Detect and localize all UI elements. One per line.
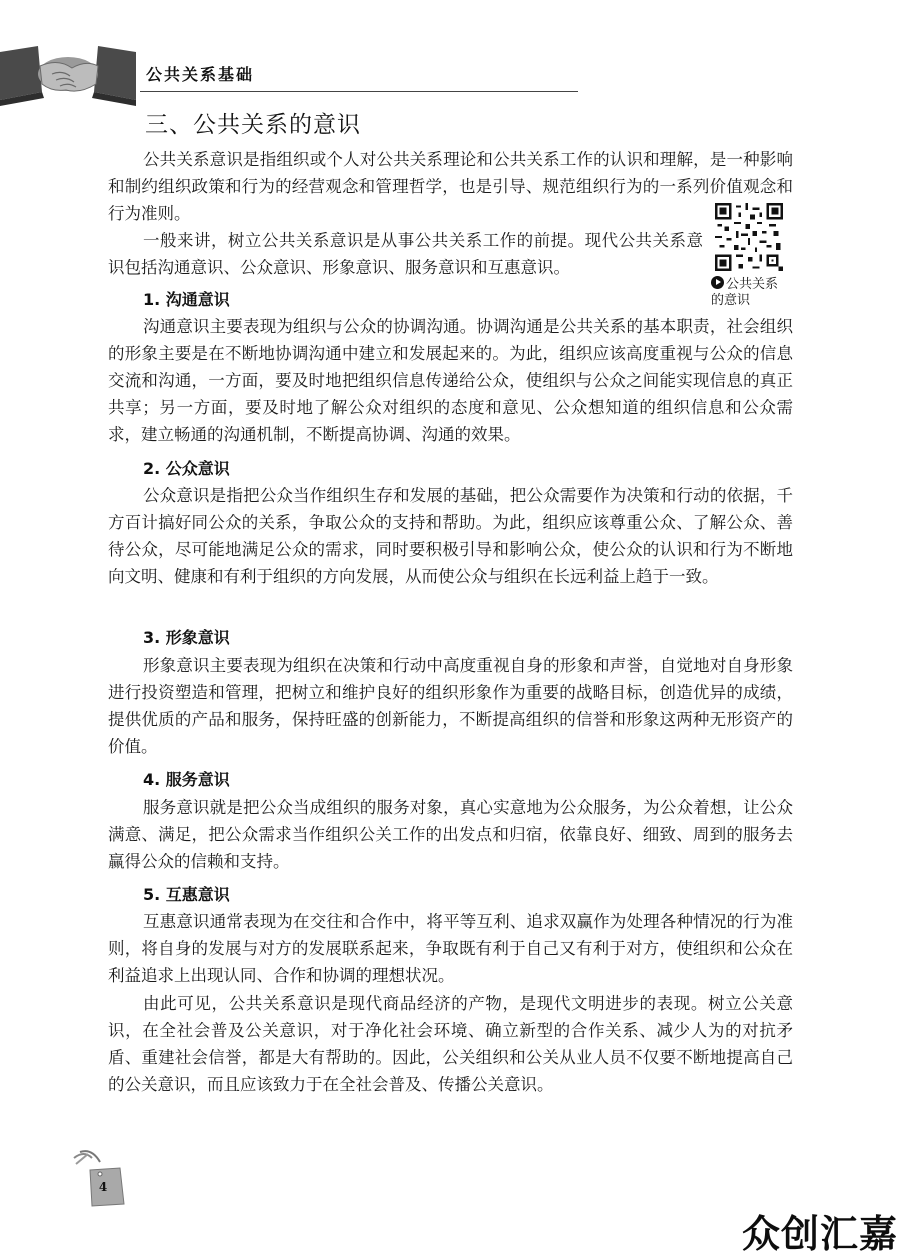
handshake-banner-icon [0,44,140,114]
qr-caption-line1: 公共关系 [726,277,779,292]
communication-paragraph: 沟通意识主要表现为组织与公众的协调沟通。协调沟通是公共关系的基本职责，社会组织的形象主要是在不断地协调沟通中建立和发展起来的。为此，组织应该高度重视与公众的信息交流和沟通，一方面，要及时地把组织信息传递给公众，使组织与公众之间能实现信息的真正共享；另一方面，要及时地了解公众对组织的态度和意见、公众想知道的组织信息和公众需求，建立畅通的沟通机制，不断提高协调、沟通的效果。 [108,317,793,444]
section-title: 三、公共关系的意识 [145,112,361,138]
subheading-public: 2. 公众意识 [143,459,230,478]
subheading-image: 3. 形象意识 [143,628,230,647]
public-paragraph: 公众意识是指把公众当作组织生存和发展的基础，把公众需要作为决策和行动的依据，千方百计搞好同公众的关系，争取公众的支持和帮助。为此，组织应该尊重公众、了解公众、善待公众，尽可能地满足公众的需求，同时要积极引导和影响公众，使公众的认识和行为不断地向文明、健康和有利于组织的方向发展，从而使公众与组织在长远利益上趋于一致。 [108,486,793,586]
subheading-reciprocity: 5. 互惠意识 [143,885,230,904]
book-title: 公共关系基础 [146,65,255,84]
page-number: 4 [98,1180,108,1194]
overview-paragraph: 一般来讲，树立公共关系意识是从事公共关系工作的前提。现代公共关系意识包括沟通意识、公众意识、形象意识、服务意识和互惠意识。 [108,231,703,277]
image-paragraph: 形象意识主要表现为组织在决策和行动中高度重视自身的形象和声誉，自觉地对自身形象进行投资塑造和管理，把树立和维护良好的组织形象作为重要的战略目标，创造优异的成绩，提供优质的产品和服务，保持旺盛的创新能力，不断提高组织的信誉和形象这两种无形资产的价值。 [108,656,793,756]
qr-code[interactable] [715,203,783,271]
conclusion-paragraph: 由此可见，公共关系意识是现代商品经济的产物，是现代文明进步的表现。树立公关意识，在全社会普及公关意识，对于净化社会环境、确立新型的合作关系、减少人为的对抗矛盾、重建社会信誉，都是大有帮助的。因此，公关组织和公关从业人员不仅要不断地提高自己的公关意识，而且应该致力于在全社会普及、传播公关意识。 [108,994,793,1094]
header-rule [140,91,578,92]
watermark-logo: 众创汇嘉 [742,1212,899,1256]
subheading-communication: 1. 沟通意识 [143,290,230,309]
subheading-service: 4. 服务意识 [143,770,230,789]
play-icon [711,276,724,289]
service-paragraph: 服务意识就是把公众当成组织的服务对象，真心实意地为公众服务，为公众着想，让公众满意、满足，把公众需求当作组织公关工作的出发点和归宿，依靠良好、细致、周到的服务去赢得公众的信赖和支持。 [108,798,793,871]
qr-caption [711,276,801,309]
reciprocity-paragraph: 互惠意识通常表现为在交往和合作中，将平等互利、追求双赢作为处理各种情况的行为准则，将自身的发展与对方的发展联系起来，争取既有利于自己又有利于对方，使组织和公众在利益追求上出现认同、合作和协调的理想状况。 [108,912,793,985]
intro-paragraph: 公共关系意识是指组织或个人对公共关系理论和公共关系工作的认识和理解，是一种影响和制约组织政策和行为的经营观念和管理哲学，也是引导、规范组织行为的一系列价值观念和行为准则。 [108,150,793,223]
qr-caption-line2: 的意识 [711,293,751,308]
page-tag-icon [70,1148,126,1208]
